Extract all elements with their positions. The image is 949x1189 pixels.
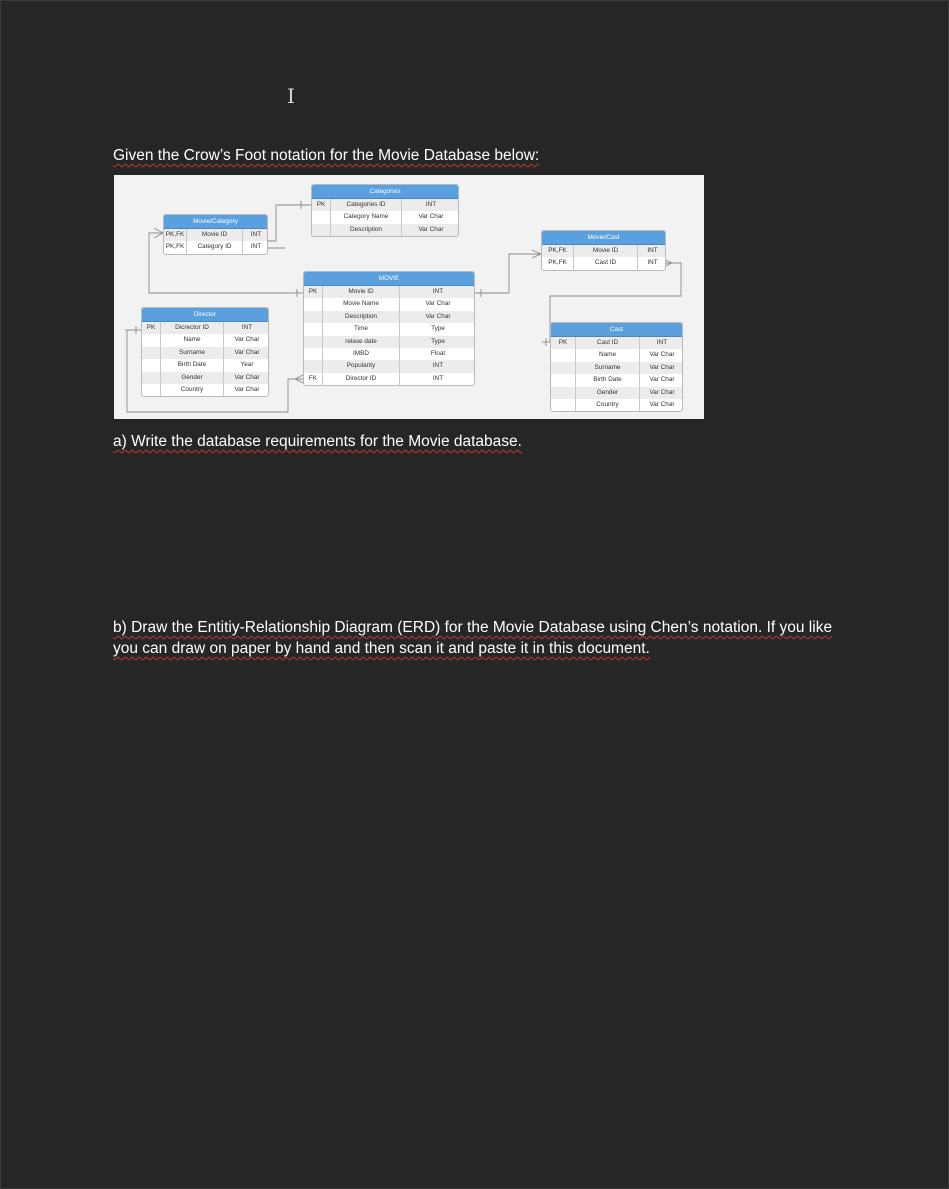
table-row: [551, 399, 682, 411]
text-cursor-icon: I: [287, 84, 295, 108]
field-name-cell: relase date: [323, 336, 400, 348]
key-cell: [304, 323, 323, 335]
table-row: [142, 372, 268, 384]
type-cell: INT: [432, 374, 444, 382]
table-row: [551, 387, 682, 399]
table-row: [142, 322, 268, 334]
table-director: [141, 307, 269, 397]
type-cell: INT: [647, 259, 658, 267]
field-name-cell: Name: [576, 349, 640, 361]
type-cell: Year: [240, 361, 254, 369]
field-name-cell: Country: [161, 384, 224, 396]
type-cell: INT: [250, 231, 262, 238]
field-name-cell: Movie ID: [323, 286, 400, 298]
field-name-cell: Surname: [576, 362, 640, 374]
type-cell: Var Char: [418, 213, 444, 221]
table-title: Director: [142, 308, 268, 322]
table-row: [142, 359, 268, 371]
table-row: [312, 211, 458, 223]
type-cell: INT: [250, 243, 262, 251]
table-body: [551, 337, 682, 411]
field-name-cell: Cast ID: [574, 257, 638, 269]
table-row: [551, 374, 682, 386]
table-row: [304, 348, 474, 360]
key-cell: [551, 362, 576, 374]
key-cell: [304, 348, 323, 360]
field-name-cell: Country: [576, 399, 640, 411]
table-row: [551, 362, 682, 374]
type-cell: Var Char: [649, 388, 675, 396]
table-title: Movie/Cast: [542, 231, 665, 245]
type-cell: Var Char: [234, 348, 260, 356]
field-name-cell: Time: [323, 323, 400, 335]
table-title: MOVIE: [304, 272, 474, 286]
table-movie: [303, 271, 475, 386]
field-name-cell: Birth Date: [161, 359, 224, 371]
field-name-cell: Description: [323, 311, 400, 323]
key-cell: [142, 359, 161, 371]
field-name-cell: Dicrector ID: [161, 322, 224, 334]
table-row: [304, 286, 474, 298]
type-cell: Var Char: [649, 363, 675, 371]
key-cell: PK,FK: [542, 257, 574, 269]
key-cell: [142, 384, 161, 396]
heading-paragraph[interactable]: Given the Crow’s Foot notation for the Movie Database below:: [113, 147, 540, 164]
field-name-cell: Category Name: [331, 211, 402, 223]
table-movie-category: [163, 214, 268, 255]
field-name-cell: Category ID: [187, 241, 243, 253]
field-name-cell: Movie ID: [574, 245, 638, 257]
field-name-cell: Movie ID: [187, 229, 243, 241]
type-cell: Var Char: [418, 225, 444, 233]
table-cast: [550, 322, 683, 412]
key-cell: [551, 349, 576, 361]
key-cell: PK,FK: [164, 241, 187, 253]
type-cell: INT: [656, 339, 668, 346]
table-row: [142, 347, 268, 359]
table-row: [304, 298, 474, 310]
type-cell: INT: [432, 362, 444, 370]
type-cell: Var Char: [649, 400, 675, 408]
table-row: [542, 257, 665, 269]
key-cell: [312, 211, 331, 223]
table-row: [142, 334, 268, 346]
key-cell: PK: [551, 337, 576, 349]
table-row: [164, 229, 267, 241]
key-cell: [551, 374, 576, 386]
key-cell: [551, 387, 576, 399]
field-name-cell: Cast ID: [576, 337, 640, 349]
type-cell: Type: [431, 337, 445, 345]
type-cell: Var Char: [649, 351, 675, 359]
table-row: [304, 323, 474, 335]
table-categories: [311, 184, 459, 237]
field-name-cell: Categories ID: [331, 199, 402, 211]
type-cell: INT: [432, 288, 444, 295]
table-row: [304, 360, 474, 372]
table-row: [142, 384, 268, 396]
key-cell: PK,FK: [164, 229, 187, 241]
table-row: [312, 224, 458, 236]
key-cell: [304, 336, 323, 348]
table-body: [164, 229, 267, 254]
table-body: [312, 199, 458, 236]
key-cell: PK,FK: [542, 245, 574, 257]
field-name-cell: Gender: [161, 372, 224, 384]
question-a-paragraph[interactable]: a) Write the database requirements for the Movie database.: [113, 433, 522, 450]
key-cell: [304, 298, 323, 310]
field-name-cell: Director ID: [323, 373, 400, 385]
table-row: [551, 337, 682, 349]
key-cell: [304, 360, 323, 372]
type-cell: Float: [430, 349, 446, 357]
type-cell: INT: [647, 247, 658, 254]
field-name-cell: Popularity: [323, 360, 400, 372]
table-row: [304, 336, 474, 348]
table-row: [164, 241, 267, 253]
field-name-cell: Description: [331, 224, 402, 236]
table-row: [304, 311, 474, 323]
table-title: Cast: [551, 323, 682, 337]
key-cell: PK: [312, 199, 331, 211]
type-cell: INT: [241, 324, 253, 331]
key-cell: [304, 311, 323, 323]
table-row: [304, 373, 474, 385]
type-cell: Var Char: [234, 336, 260, 344]
table-row: [542, 245, 665, 257]
type-cell: Var Char: [649, 376, 675, 384]
type-cell: Var Char: [425, 300, 451, 308]
type-cell: Type: [431, 325, 445, 333]
table-movie-cast: [541, 230, 666, 271]
key-cell: [551, 399, 576, 411]
key-cell: PK: [142, 322, 161, 334]
type-cell: Var Char: [425, 312, 451, 320]
type-cell: Var Char: [234, 373, 260, 381]
field-name-cell: Birth Date: [576, 374, 640, 386]
type-cell: INT: [425, 201, 437, 208]
key-cell: [142, 334, 161, 346]
key-cell: FK: [304, 373, 323, 385]
key-cell: PK: [304, 286, 323, 298]
field-name-cell: Movie Name: [323, 298, 400, 310]
table-title: Movie/Category: [164, 215, 267, 229]
crows-foot-diagram: [114, 175, 704, 419]
key-cell: [142, 347, 161, 359]
field-name-cell: Gender: [576, 387, 640, 399]
field-name-cell: Name: [161, 334, 224, 346]
question-b-paragraph[interactable]: b) Draw the Entitiy-Relationship Diagram (ERD) for the Movie Database using Chen’s notation. If you like you can draw on paper by hand and then scan it and paste it in this document.: [113, 619, 833, 657]
table-row: [312, 199, 458, 211]
type-cell: Var Char: [234, 385, 260, 393]
field-name-cell: IMBD: [323, 348, 400, 360]
key-cell: [142, 372, 161, 384]
table-title: Categories: [312, 185, 458, 199]
field-name-cell: Surname: [161, 347, 224, 359]
table-body: [142, 322, 268, 396]
table-row: [551, 349, 682, 361]
table-body: [542, 245, 665, 270]
table-body: [304, 286, 474, 385]
key-cell: [312, 224, 331, 236]
